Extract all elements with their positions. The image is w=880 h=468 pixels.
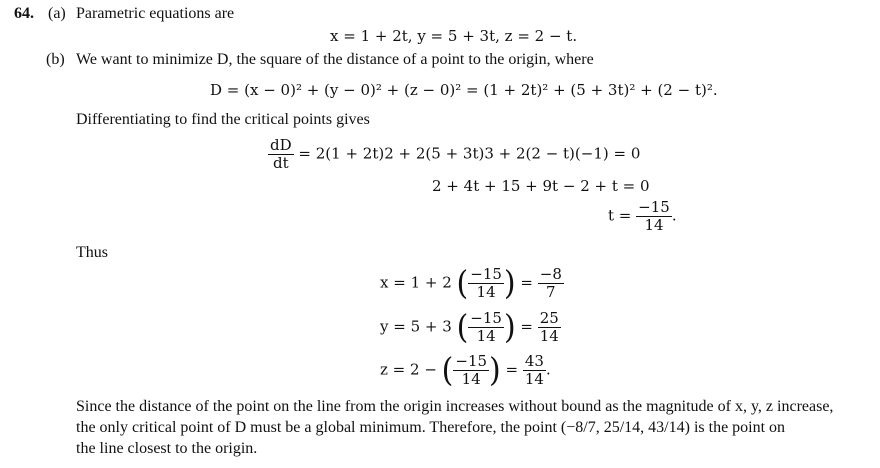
x-result-den: 7 [546,283,556,301]
z-result-num: 43 [524,352,544,370]
y-result-den: 14 [539,327,559,345]
x-lhs: x = 1 + 2 [380,273,452,292]
y-lhs: y = 5 + 3 [380,317,452,336]
y-result-num: 25 [539,309,559,327]
t-solution-lhs: t = [608,206,632,225]
problem-number: 64. [14,5,34,22]
conclusion-line-1: Since the distance of the point on the line from the origin increases without bound as the magnitude of x, y, z increase, [76,398,834,415]
z-lhs: z = 2 − [380,360,437,379]
y-inner-fraction [468,310,504,345]
part-a-label: (a) [48,5,66,22]
part-b-text: We want to minimize D, the square of the distance of a point to the origin, where [76,51,594,68]
distance-equation: D = (x − 0)² + (y − 0)² + (z − 0)² = (1 + 2t)² + (5 + 3t)² + (2 − t)². [210,81,718,99]
derivative-numerator: dD [270,136,292,154]
derivative-rhs: = 2(1 + 2t)2 + 2(5 + 3t)3 + 2(2 − t)(−1) = 0 [298,144,641,163]
z-result-fraction [523,353,546,388]
z-result-den: 14 [524,370,544,388]
z-inner-den: 14 [461,370,481,388]
part-b-label: (b) [46,51,65,68]
thus-text: Thus [76,244,108,261]
x-result-num: −8 [539,265,562,283]
x-inner-fraction [468,266,504,301]
z-inner-num: −15 [455,352,488,370]
differentiating-text: Differentiating to find the critical points gives [76,111,370,128]
x-result-fraction [538,266,564,301]
simplified-equation: 2 + 4t + 15 + 9t − 2 + t = 0 [432,177,650,195]
derivative-denominator: dt [273,154,289,172]
t-fraction [636,199,672,234]
t-numerator: −15 [638,198,670,216]
part-a-text: Parametric equations are [76,5,235,22]
z-equation: z = 2 − ( $\frac{-15}{14}$ ) = $\frac{43}{14}$ . [380,350,551,390]
y-inner-num: −15 [470,309,502,327]
z-inner-fraction [453,353,489,388]
t-denominator: 14 [644,216,664,234]
x-inner-num: −15 [470,265,502,283]
t-solution: t = $\frac{-15}{14}$ . [608,198,677,234]
x-equation: x = 1 + 2 ( $\frac{-15}{14}$ ) = $\frac{-8}{7}$ [380,263,562,303]
parametric-equations: x = 1 + 2t, y = 5 + 3t, z = 2 − t. [330,27,578,45]
conclusion-line-3: the line closest to the origin. [76,440,258,457]
y-result-fraction [538,310,561,345]
derivative-equation [268,137,640,172]
y-equation: y = 5 + 3 ( $\frac{-15}{14}$ ) = $\frac{25}{14}$ [380,307,559,347]
conclusion-line-2: the only critical point of D must be a global minimum. Therefore, the point (−8/7, 25/14, 43/14) is the point on [76,419,786,436]
y-inner-den: 14 [476,327,496,345]
x-inner-den: 14 [476,283,496,301]
derivative-fraction [268,137,294,172]
